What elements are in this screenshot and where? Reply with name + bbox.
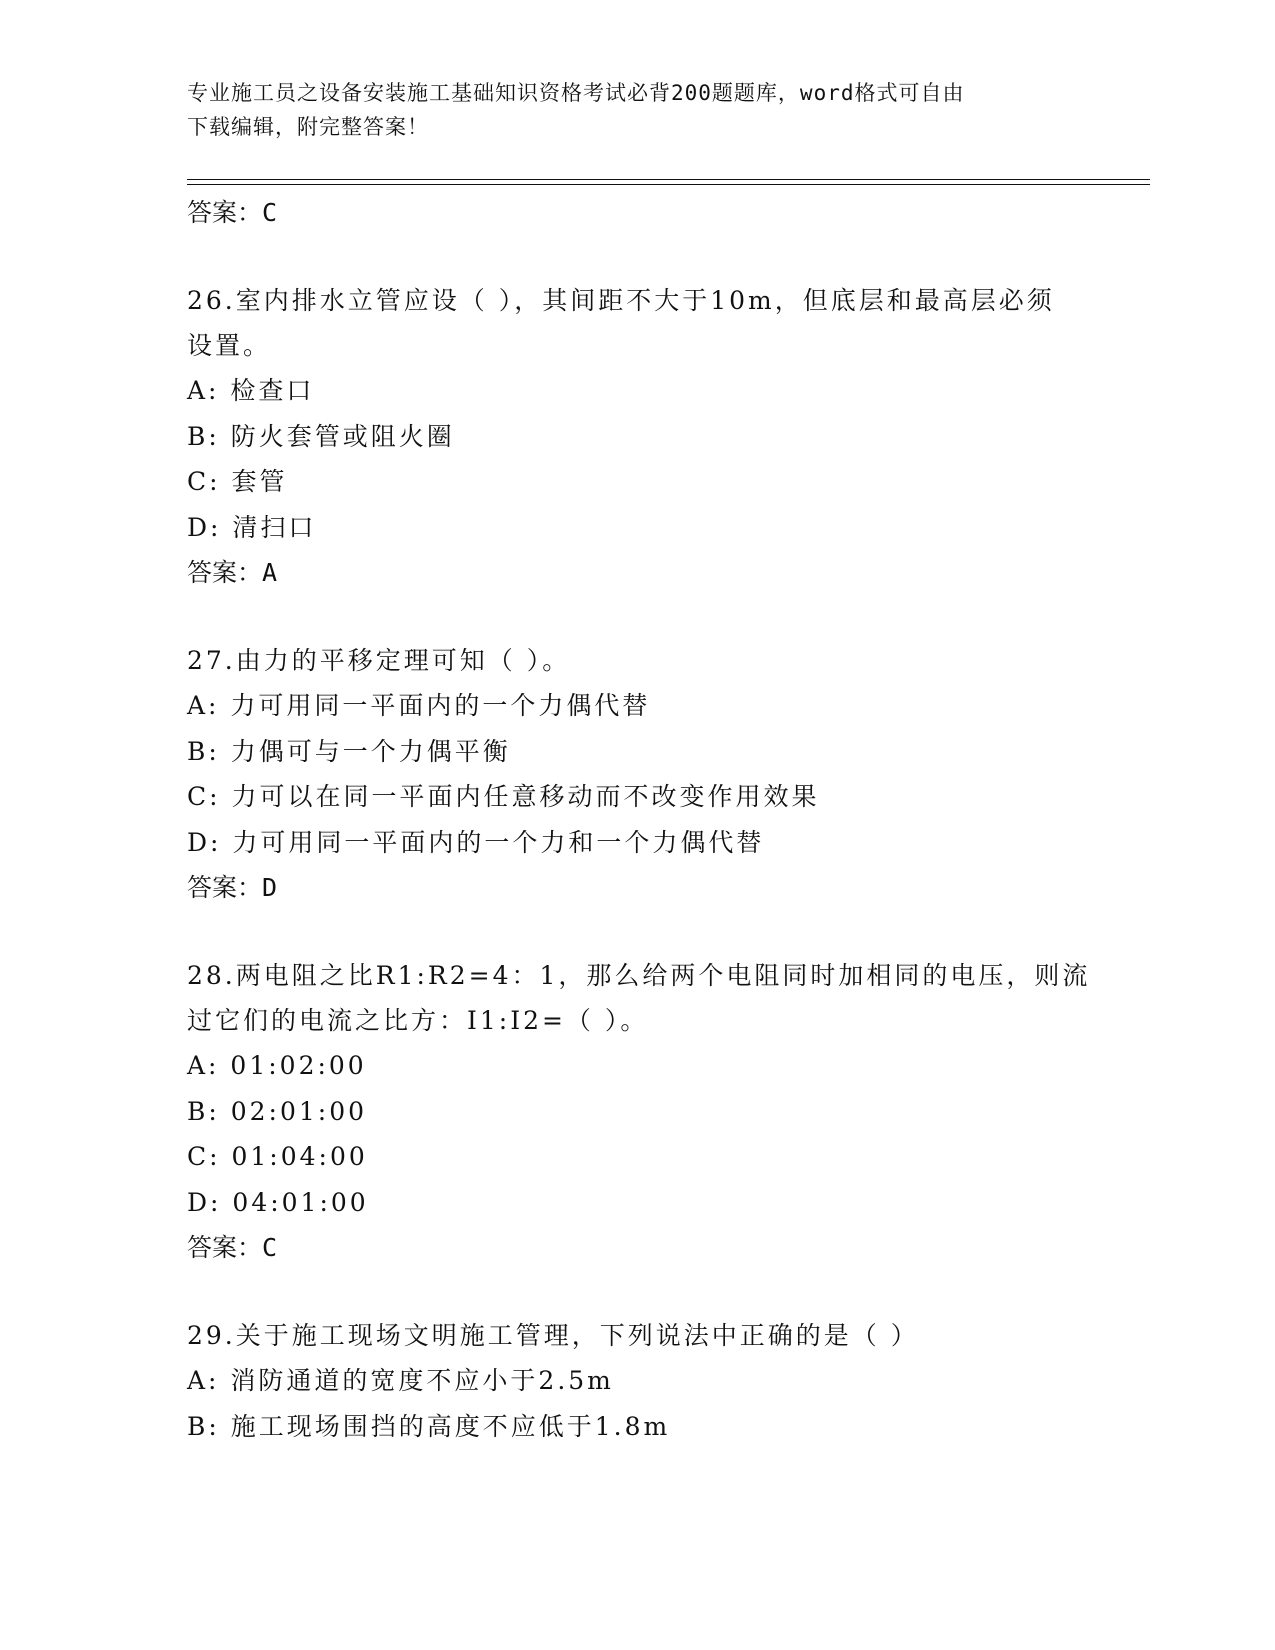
question-28 [187,953,1107,1270]
question-stem-line: 26.室内排水立管应设（ ），其间距不大于10m，但底层和最高层必须 [187,286,1055,315]
answer-27: 答案：D [187,873,278,902]
option-d: D: 清扫口 [187,512,317,542]
option-c: C: 套管 [187,467,288,496]
question-27 [187,638,1107,910]
question-list [187,190,1107,1449]
header-rule-top [187,179,1150,180]
header-rule-bottom [187,184,1150,185]
question-stem-line: 29.关于施工现场文明施工管理，下列说法中正确的是（ ） [187,1321,919,1350]
option-a: A: 01:02:00 [187,1051,367,1080]
option-a: A: 力可用同一平面内的一个力偶代替 [187,691,651,720]
option-c: C: 01:04:00 [187,1142,368,1171]
option-b: B: 施工现场围挡的高度不应低于1.8m [187,1411,671,1441]
question-stem-line: 设置。 [187,331,272,360]
option-d: D: 04:01:00 [187,1187,369,1217]
answer-26: 答案：A [187,558,278,587]
previous-answer: 答案：C [187,198,278,227]
header-line-1: 专业施工员之设备安装施工基础知识资格考试必背200题题库，word格式可自由 [187,81,965,105]
question-stem-line: 27.由力的平移定理可知（ ）。 [187,646,571,675]
option-b: B: 防火套管或阻火圈 [187,421,455,451]
option-c: C: 力可以在同一平面内任意移动而不改变作用效果 [187,782,820,811]
document-header [187,76,1087,144]
question-stem-line: 过它们的电流之比方：I1:I2=（ ）。 [187,1006,649,1035]
option-b: B: 02:01:00 [187,1096,368,1126]
answer-28: 答案：C [187,1233,278,1262]
option-b: B: 力偶可与一个力偶平衡 [187,736,511,766]
question-26 [187,278,1107,595]
option-a: A: 检查口 [187,376,315,405]
question-stem-line: 28.两电阻之比R1:R2=4：1，那么给两个电阻同时加相同的电压，则流 [187,961,1091,990]
header-line-2: 下载编辑，附完整答案！ [187,115,429,139]
question-29 [187,1313,1107,1449]
option-a: A: 消防通道的宽度不应小于2.5m [187,1366,614,1395]
option-d: D: 力可用同一平面内的一个力和一个力偶代替 [187,827,765,857]
